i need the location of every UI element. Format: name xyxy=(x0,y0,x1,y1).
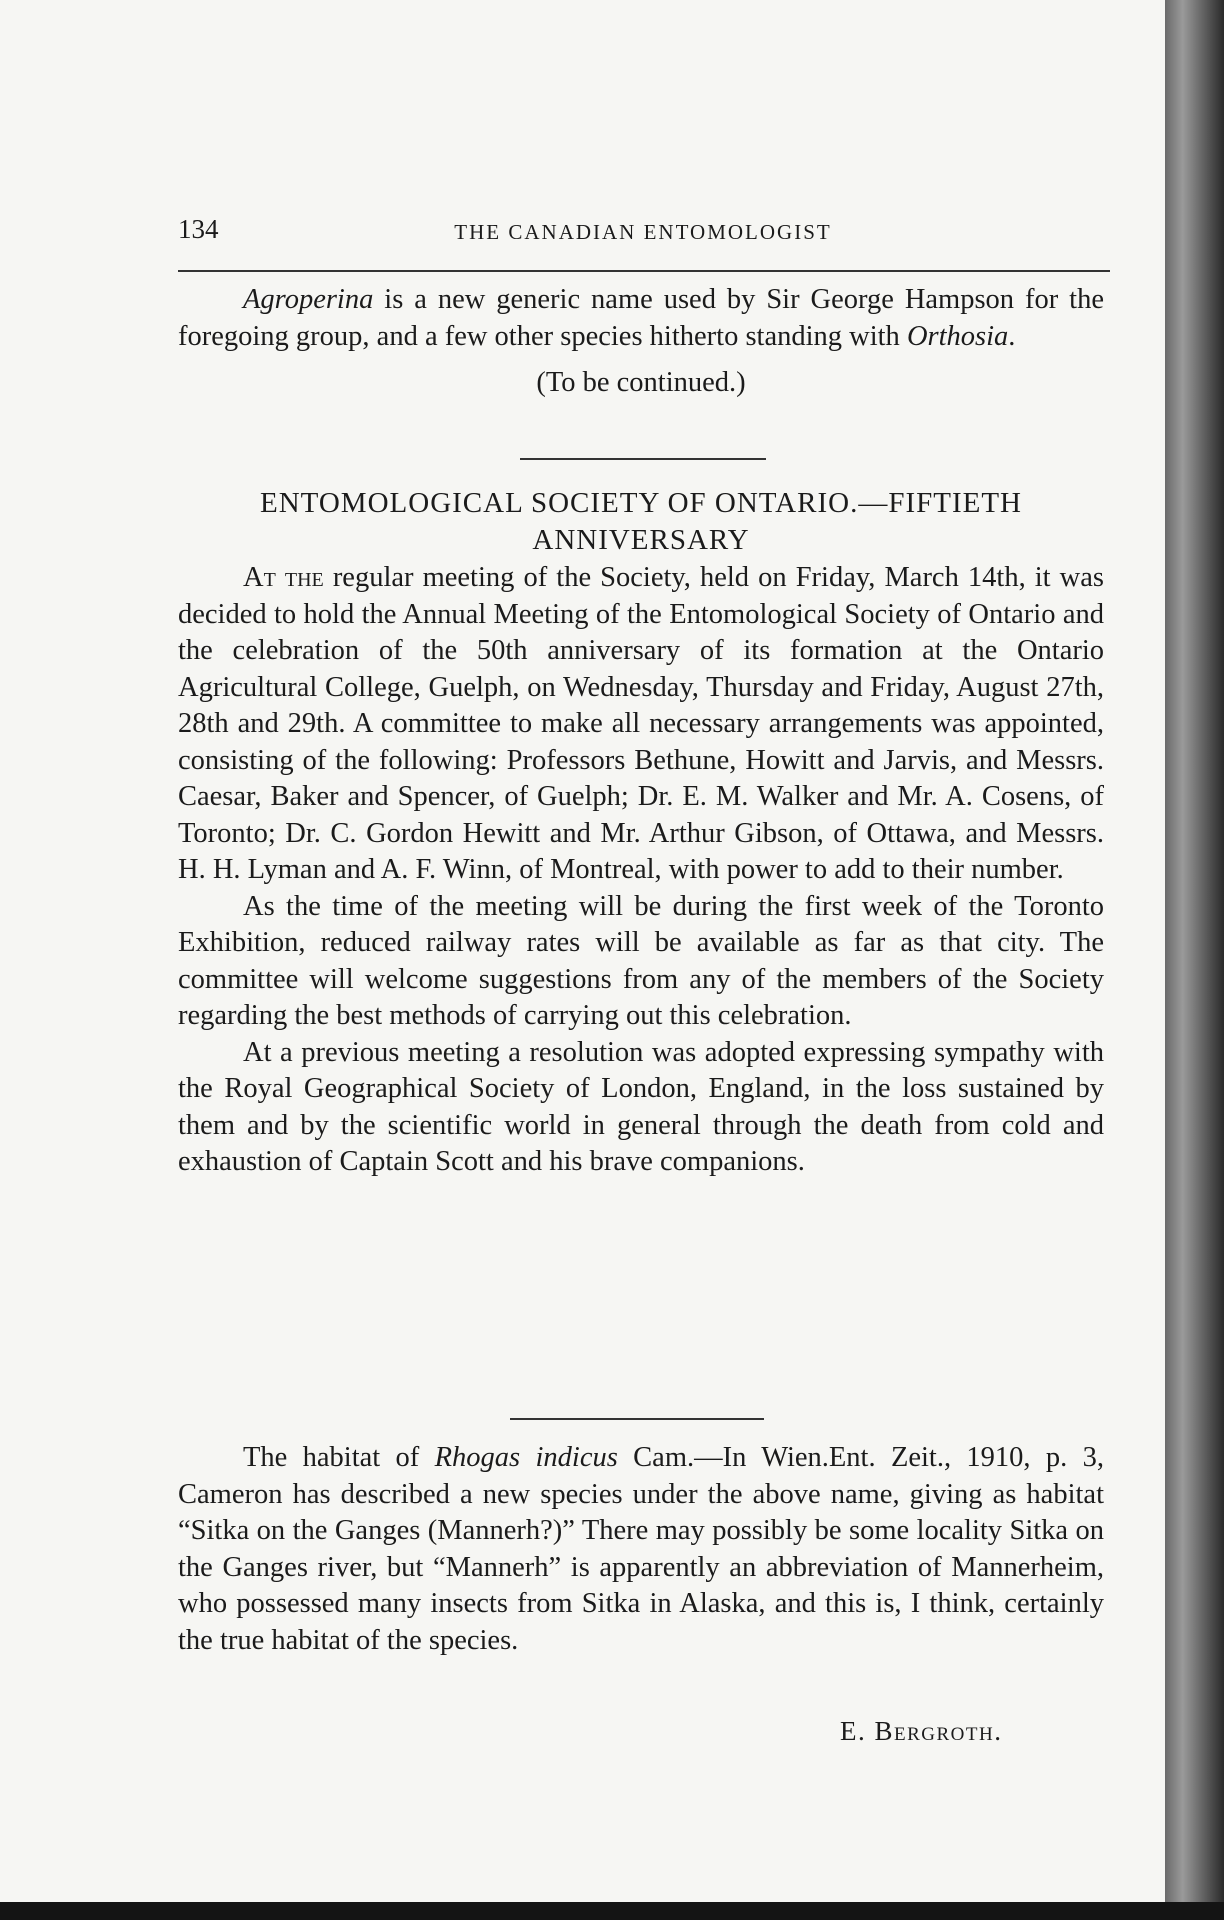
rhogas-text: Cam.—In Wien.Ent. Zeit., 1910, p. 3, Cameron has described a new species under the above name, giving as habitat “Sitka on the Ganges (Mannerh?)” There may possibly be some locality Sitka on the Ganges river, but “Mannerh” is apparently an abbreviation of Mannerheim, who possessed many insects from Sitka in Alaska, and this is, I think, certainly the true habitat of the species. xyxy=(178,1442,1105,1656)
article-paragraph-3: At a previous meeting a resolution was adopted expressing sympathy with the Royal Geographical Society of London, England, in the loss sustained by them and by the scientific world in general through the death from cold and exhaustion of Captain Scott and his brave companions. xyxy=(178,1036,1104,1177)
article-heading: ENTOMOLOGICAL SOCIETY OF ONTARIO.—FIFTIETH ANNIVERSARY xyxy=(260,487,1022,556)
header-rule xyxy=(178,270,1110,272)
section-divider-1 xyxy=(520,458,766,460)
running-title: THE CANADIAN ENTOMOLOGIST xyxy=(454,220,832,244)
to-be-continued: (To be continued.) xyxy=(536,367,746,398)
rhogas-paragraph xyxy=(178,1440,1104,1659)
page-header xyxy=(178,214,1108,254)
section-divider-2 xyxy=(510,1418,764,1420)
agroperina-end: . xyxy=(1008,320,1016,352)
agroperina-paragraph xyxy=(178,282,1104,355)
genus-name: Agroperina xyxy=(243,284,374,315)
article-body xyxy=(178,560,1104,1181)
page-number: 134 xyxy=(178,214,219,244)
agroperina-note xyxy=(178,282,1104,402)
article-paragraph-1 xyxy=(178,560,1104,889)
species-name: Rhogas indicus xyxy=(434,1442,618,1473)
paragraph-lead: At the xyxy=(243,562,324,593)
book-spine-edge xyxy=(1165,0,1224,1920)
genus-name-2: Orthosia xyxy=(906,320,1009,352)
article-paragraph-2: As the time of the meeting will be during the first week of the Toronto Exhibition, reduced railway rates will be available as far as that city. The committee will welcome suggestions from any of the members of the Society regarding the best methods of carrying out this celebration. xyxy=(178,890,1104,1031)
paragraph-1-text: regular meeting of the Society, held on Friday, March 14th, it was decided to hold the Annual Meeting of the Entomological Society of Ontario and the celebration of the 50th anniversary of its formation at the Ontario Agricultural College, Guelph, on Wednesday, Thursday and Friday, August 27th, 28th and 29th. A committee to make all necessary arrangements was appointed, consisting of the following: Professors Bethune, Howitt and Jarvis, and Messrs. Caesar, Baker and Spencer, of Guelph; Dr. E. M. Walker and Mr. A. Cosens, of Toronto; Dr. C. Gordon Hewitt and Mr. Arthur Gibson, of Ottawa, and Messrs. H. H. Lyman and A. F. Winn, of Montreal, with power to add to their number. xyxy=(178,562,1104,885)
rhogas-lead: The habitat of xyxy=(243,1442,435,1473)
scan-bottom-edge xyxy=(0,1902,1224,1920)
agroperina-text: is a new generic name used by Sir George Hampson for the foregoing group, and a few other species hitherto standing with xyxy=(178,284,1104,352)
rhogas-note xyxy=(178,1440,1104,1659)
author-signature: E. Bergroth. xyxy=(840,1716,1003,1746)
